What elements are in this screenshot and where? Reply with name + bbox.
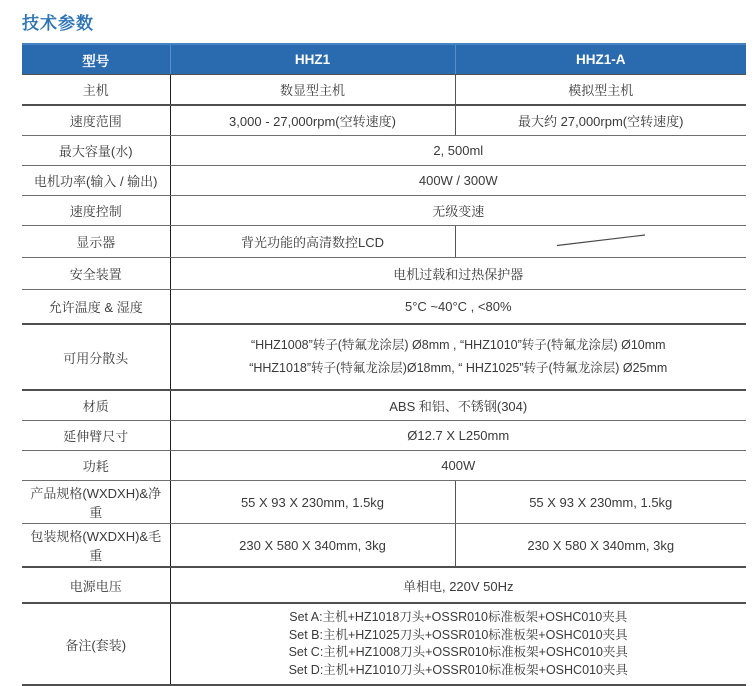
col-header-hhz1: HHZ1 — [170, 44, 455, 75]
spec-label: 包装规格(WXDXH)&毛重 — [22, 524, 170, 568]
spec-value-hhz1a — [455, 226, 746, 258]
spec-value-hhz1a: 模拟型主机 — [455, 75, 746, 106]
spec-value-merged: 电机过载和过热保护器 — [170, 258, 746, 290]
spec-value-merged: 2, 500ml — [170, 136, 746, 166]
spec-value-merged: 400W / 300W — [170, 166, 746, 196]
table-row-product-size — [22, 481, 746, 524]
table-row-temp-humidity — [22, 290, 746, 325]
spec-table — [22, 43, 746, 686]
table-row-max-capacity — [22, 136, 746, 166]
table-row-motor-power — [22, 166, 746, 196]
spec-value-merged — [170, 603, 746, 685]
set-line: Set A:主机+HZ1018刀头+OSSR010标准板架+OSHC010夹具 — [289, 610, 628, 624]
spec-label: 最大容量(水) — [22, 136, 170, 166]
spec-label: 安全装置 — [22, 258, 170, 290]
spec-label: 功耗 — [22, 451, 170, 481]
col-header-hhz1a: HHZ1-A — [455, 44, 746, 75]
table-row-arm-size — [22, 421, 746, 451]
spec-value-hhz1: 230 X 580 X 340mm, 3kg — [170, 524, 455, 568]
table-row-voltage — [22, 567, 746, 603]
spec-label: 允许温度 & 湿度 — [22, 290, 170, 325]
spec-value-merged — [170, 324, 746, 390]
set-line: Set D:主机+HZ1010刀头+OSSR010标准板架+OSHC010夹具 — [288, 662, 628, 677]
spec-value-hhz1: 数显型主机 — [170, 75, 455, 106]
col-header-model: 型号 — [22, 44, 170, 75]
set-line: Set C:主机+HZ1008刀头+OSSR010标准板架+OSHC010夹具 — [288, 645, 628, 659]
spec-value-merged: 无级变速 — [170, 196, 746, 226]
not-applicable-slash-icon — [553, 232, 649, 248]
table-row-package-size — [22, 524, 746, 568]
table-row-dispersing-heads — [22, 324, 746, 390]
table-row-power-consumption — [22, 451, 746, 481]
dispersing-head-line: “HHZ1008”转子(特氟龙涂层) Ø8mm , “HHZ1010”转子(特氟龙涂层) Ø10mm — [250, 338, 666, 352]
spec-label: 电机功率(输入 / 输出) — [22, 166, 170, 196]
spec-value-hhz1: 3,000 - 27,000rpm(空转速度) — [170, 105, 455, 136]
spec-label: 显示器 — [22, 226, 170, 258]
spec-label: 可用分散头 — [22, 324, 170, 390]
spec-value-merged: 400W — [170, 451, 746, 481]
table-row-speed-control — [22, 196, 746, 226]
table-row-speed-range — [22, 105, 746, 136]
spec-value-merged: 单相电, 220V 50Hz — [170, 567, 746, 603]
table-row-display — [22, 226, 746, 258]
spec-value-hhz1a: 55 X 93 X 230mm, 1.5kg — [455, 481, 746, 524]
page-title: 技术参数 — [22, 14, 94, 33]
dispersing-head-line: “HHZ1018”转子(特氟龙涂层)Ø18mm, “ HHZ1025”转子(特氟龙涂层) Ø25mm — [249, 361, 668, 375]
spec-value-merged: ABS 和铝、不锈钢(304) — [170, 390, 746, 421]
table-row-safety-device — [22, 258, 746, 290]
table-row-material — [22, 390, 746, 421]
set-line: Set B:主机+HZ1025刀头+OSSR010标准板架+OSHC010夹具 — [288, 627, 628, 642]
spec-value-hhz1a: 最大约 27,000rpm(空转速度) — [455, 105, 746, 136]
spec-label: 电源电压 — [22, 567, 170, 603]
spec-label: 材质 — [22, 390, 170, 421]
spec-value-merged: Ø12.7 X L250mm — [170, 421, 746, 451]
table-row-remarks — [22, 603, 746, 685]
spec-label: 产品规格(WXDXH)&净重 — [22, 481, 170, 524]
spec-value-hhz1: 背光功能的高清数控LCD — [170, 226, 455, 258]
spec-label: 备注(套装) — [22, 603, 170, 685]
spec-label: 速度范围 — [22, 105, 170, 136]
spec-value-merged: 5°C ~40°C , <80% — [170, 290, 746, 325]
table-row-host — [22, 75, 746, 106]
header-row — [22, 44, 746, 75]
spec-label: 延伸臂尺寸 — [22, 421, 170, 451]
spec-label: 速度控制 — [22, 196, 170, 226]
spec-label: 主机 — [22, 75, 170, 106]
spec-value-hhz1a: 230 X 580 X 340mm, 3kg — [455, 524, 746, 568]
spec-value-hhz1: 55 X 93 X 230mm, 1.5kg — [170, 481, 455, 524]
